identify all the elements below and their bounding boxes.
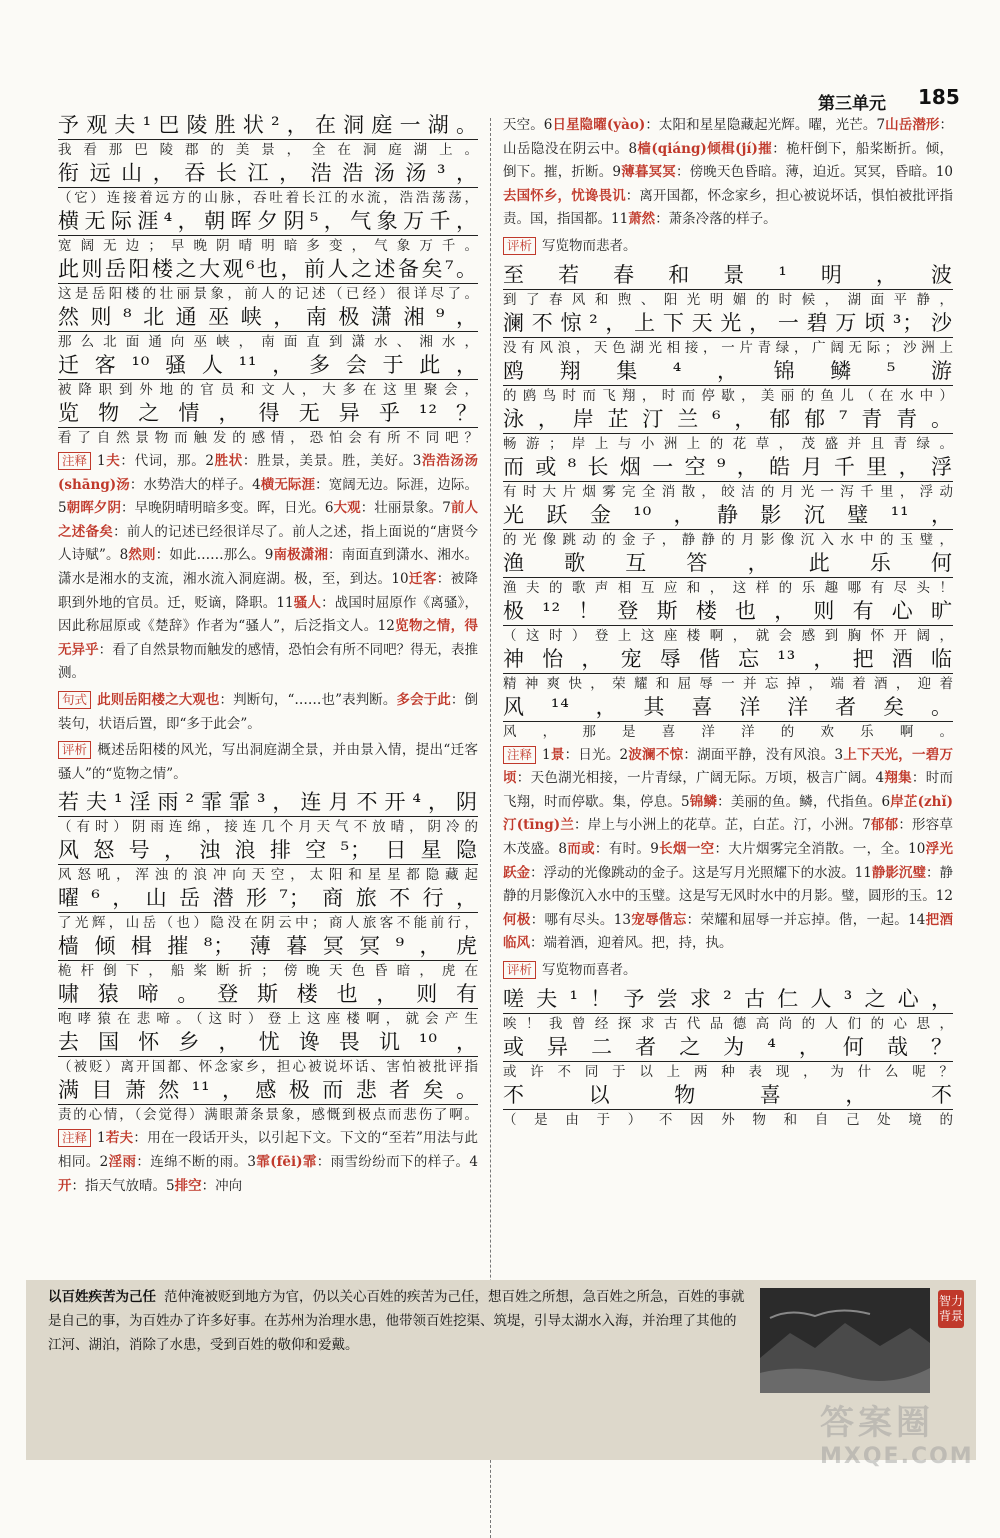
classical-text-line: 渔歌互答，此乐何 xyxy=(503,550,953,578)
translation-line: 到了春风和煦、阳光明媚的时候，湖面平静， xyxy=(503,291,953,308)
annotation-text: ：离开国都，怀念家乡，担心被说坏话，惧怕被批评指责。国，指国都。11 xyxy=(503,187,953,228)
info-text xyxy=(48,1285,748,1357)
translation-line: 唉！我曾经探求古代品德高尚的人们的心思， xyxy=(503,1015,953,1032)
annotation-text: ：倒装句，状语后置，即“多于此会”。 xyxy=(58,691,479,732)
translation-line: 了光辉，山岳（也）隐没在阴云中；商人旅客不能前行， xyxy=(58,915,478,932)
classical-text-line: 而或⁸长烟一空⁹，皓月千里，浮 xyxy=(503,454,953,482)
annotation-tag: 评析 xyxy=(503,961,536,979)
annotation-text: ：大片烟雾完全消散。一，全。10 xyxy=(714,840,926,857)
translation-line: 渔夫的歌声相互应和，这样的乐趣哪有尽头！ xyxy=(503,579,953,596)
annotation-text: ：山岳隐没在阴云中。8 xyxy=(503,117,954,157)
annotation-text: ：天色湖光相接，一片青绿，广阔无际。万顷，极言广阔。4 xyxy=(516,770,885,787)
annotation-block xyxy=(503,959,953,983)
annotation-text: ：胜景，美景。胜，美好。3 xyxy=(242,453,422,469)
classical-text-line: 满目萧然¹¹，感极而悲者矣。 xyxy=(58,1077,478,1105)
translation-line: 有时大片烟雾完全消散，皎洁的月光一泻千里，浮动 xyxy=(503,483,953,500)
classical-text-line: 鸥翔集⁴，锦鳞⁵游 xyxy=(503,358,953,386)
annotation-term: 薄暮冥冥 xyxy=(621,164,676,181)
annotation-term: 胜状 xyxy=(213,453,243,469)
annotation-text: ：荣耀和屈辱一并忘掉。偕，一起。14 xyxy=(686,911,926,928)
translation-line: 咆哮猿在悲啼。（这时）登上这座楼啊，就会产生 xyxy=(58,1011,478,1028)
annotation-term: 排空 xyxy=(174,1177,202,1194)
classical-text-line: 嗟夫¹！予尝求²古仁人³之心， xyxy=(503,986,953,1014)
annotation-text: ：代词，那。2 xyxy=(120,453,214,469)
annotation-term: 日星隐曜(yào) xyxy=(552,117,646,133)
unit-label: 第三单元 xyxy=(818,94,886,114)
annotation-term: 去国怀乡，忧谗畏讥 xyxy=(503,187,626,204)
annotation-text: ：形容草木茂盛。8 xyxy=(503,817,953,857)
annotation-term: 多会于此 xyxy=(396,691,451,708)
annotation-block xyxy=(58,450,478,686)
classical-text-line: 樯倾楫摧⁸；薄暮冥冥⁹，虎 xyxy=(58,933,478,961)
annotation-block xyxy=(503,235,953,259)
annotation-term: 若夫 xyxy=(105,1130,134,1147)
translation-line: （这时）登上这座楼啊，就会感到胸怀开阔， xyxy=(503,627,953,644)
annotation-text: ：湖面平静，没有风浪。3 xyxy=(683,746,844,763)
info-badge: 智力背景 xyxy=(938,1290,964,1328)
translation-line: 宽阔无边；早晚阴晴明暗多变，气象万千。 xyxy=(58,238,478,254)
annotation-term: 翔集 xyxy=(884,770,912,787)
classical-text-line: 然则⁸北通巫峡，南极潇湘⁹， xyxy=(58,304,478,332)
annotation-text: ：水势浩大的样子。4 xyxy=(129,476,261,493)
annotation-text: ：战国时屈原作《离骚》，因此称屈原或《楚辞》作者为“骚人”，后泛指文人。12 xyxy=(58,594,479,635)
info-body: 范仲淹被贬到地方为官，仍以关心百姓的疾苦为己任，想百姓之所想，急百姓之所急，百姓的事就是自己的事，为百姓办了许多好事。在苏州为治理水患，他带领百姓挖渠、筑堤，引导太湖水入海，并治理了其他的江河、湖泊，消除了水患，受到百姓的敬仰和爱戴。 xyxy=(48,1289,745,1353)
classical-text-line: 去国怀乡，忧谗畏讥¹⁰， xyxy=(58,1029,478,1057)
annotation-term: 横无际涯 xyxy=(260,476,316,493)
annotation-term: 景 xyxy=(550,746,565,763)
annotation-text: ：指天气放晴。5 xyxy=(71,1177,175,1194)
annotation-text: ：看了自然景物而触发的感情，恐怕会有所不同吧？得无，表推测。 xyxy=(58,641,479,682)
annotation-block xyxy=(503,114,953,232)
classical-text-line: 风¹⁴，其喜洋洋者矣。 xyxy=(503,694,953,722)
translation-line: 看了自然景物而触发的感情，恐怕会有所不同吧？ xyxy=(58,430,478,446)
translation-line: （有时）阴雨连绵，接连几个月天气不放晴，阴冷的 xyxy=(58,819,478,836)
annotation-text: ：太阳和星星隐藏起光辉。曜，光芒。7 xyxy=(645,117,886,133)
annotation-text: ：雨雪纷纷而下的样子。4 xyxy=(316,1153,479,1170)
classical-text-line: 曜⁶，山岳潜形⁷；商旅不行， xyxy=(58,885,478,913)
annotation-text: ：连绵不断的雨。3 xyxy=(136,1153,256,1170)
annotation-tag: 评析 xyxy=(58,741,91,759)
annotation-term: 何极 xyxy=(503,911,531,928)
landscape-photo-art xyxy=(760,1288,930,1393)
page-number: 185 xyxy=(918,85,960,109)
annotation-term: 骚人 xyxy=(293,594,322,611)
right-column xyxy=(503,112,953,1130)
annotation-text: ：壮丽景象。7 xyxy=(360,500,451,517)
translation-line: 桅杆倒下，船桨断折；傍晚天色昏暗，虎在 xyxy=(58,963,478,980)
annotation-text: ：美丽的鱼。鳞，代指鱼。6 xyxy=(717,793,891,810)
classical-text-line: 泳，岸芷汀兰⁶，郁郁⁷青青。 xyxy=(503,406,953,434)
annotation-text: 1 xyxy=(542,746,551,763)
annotation-text: ：冲向 xyxy=(201,1177,243,1194)
classical-text-line: 览物之情，得无异乎¹²？ xyxy=(58,400,478,428)
translation-line: 那么北面通向巫峡，南面直到潇水、湘水， xyxy=(58,334,478,350)
annotation-term: 郁郁 xyxy=(870,817,899,834)
classical-text-line: 不以物喜，不 xyxy=(503,1082,953,1110)
annotation-text: 写览物而喜者。 xyxy=(542,961,637,978)
annotation-term: 夫 xyxy=(105,453,121,469)
annotation-text: ：浮动的光像跳动的金子。这是写月光照耀下的水波。11 xyxy=(530,864,872,881)
classical-text-line: 啸猿啼。登斯楼也，则有 xyxy=(58,981,478,1009)
translation-line: 责的心情，（会觉得）满眼萧条景象，感慨到极点而悲伤了啊。 xyxy=(58,1107,478,1124)
landscape-photo xyxy=(760,1288,930,1393)
annotation-text: ：前人的记述已经很详尽了。前人之述，指上面说的“唐贤今人诗赋”。8 xyxy=(58,523,479,564)
annotation-text: ：岸上与小洲上的花草。芷，白芷。汀，小洲。7 xyxy=(574,817,871,834)
annotation-term: 朝晖夕阴 xyxy=(66,500,122,517)
annotation-block xyxy=(58,689,478,736)
classical-text-line: 风怒号，浊浪排空⁵；日星隐 xyxy=(58,837,478,865)
annotation-term: 锦鳞 xyxy=(689,793,718,810)
annotation-term: 此则岳阳楼之大观也 xyxy=(97,691,220,708)
annotation-term: 宠辱偕忘 xyxy=(630,911,687,928)
translation-line: 这是岳阳楼的壮丽景象，前人的记述（已经）很详尽了。 xyxy=(58,286,478,302)
annotation-term: 波澜不惊 xyxy=(628,746,684,763)
translation-line: 被降职到外地的官员和文人，大多在这里聚会， xyxy=(58,382,478,398)
annotation-term: 把酒临风 xyxy=(503,911,954,952)
annotation-term: 大观 xyxy=(333,500,361,517)
classical-text-line: 澜不惊²，上下天光，一碧万顷³；沙 xyxy=(503,310,953,338)
annotation-term: 静影沉璧 xyxy=(871,864,926,881)
translation-line: 的鸥鸟时而飞翔，时而停歇，美丽的鱼儿（在水中） xyxy=(503,387,953,404)
annotation-tag: 注释 xyxy=(58,452,91,470)
annotation-term: 然则 xyxy=(128,547,156,564)
annotation-text: 天空。6 xyxy=(503,117,553,133)
annotation-term: 上下天光，一碧万顷 xyxy=(503,746,954,787)
classical-text-line: 予观夫¹巴陵胜状²，在洞庭一湖。 xyxy=(58,112,478,140)
annotation-text: ：时而飞翔，时而停歇。集，停息。5 xyxy=(503,770,954,810)
annotation-term: 霏(fēi)霏 xyxy=(255,1153,317,1170)
classical-text-line: 极¹²！登斯楼也，则有心旷 xyxy=(503,598,953,626)
annotation-text: ：早晚阴晴明暗多变。晖，日光。6 xyxy=(121,500,334,517)
translation-line: 或许不同于以上两种表现，为什么呢？ xyxy=(503,1063,953,1080)
annotation-term: 览物之情，得无异乎 xyxy=(58,618,478,658)
annotation-term: 淫雨 xyxy=(108,1153,137,1170)
translation-line: 风怒吼，浑浊的浪冲向天空，太阳和星星都隐藏起 xyxy=(58,867,478,884)
annotation-text: ：南面直到潇水、湘水。潇水是湘水的支流，湘水流入洞庭湖。极，至，到达。10 xyxy=(58,547,479,587)
annotation-tag: 注释 xyxy=(503,746,536,764)
translation-line: 风，那是喜洋洋的欢乐啊。 xyxy=(503,723,953,740)
annotation-term: 樯(qiáng)倾楫(jí)摧 xyxy=(637,140,773,157)
annotation-text: 1 xyxy=(97,1130,106,1147)
annotation-term: 前人之述备矣 xyxy=(58,500,479,540)
annotation-block xyxy=(58,1127,478,1198)
annotation-text: ：哪有尽头。13 xyxy=(530,911,631,928)
page-header xyxy=(790,85,975,115)
translation-line: 的光像跳动的金子，静静的月影像沉入水中的玉璧， xyxy=(503,531,953,548)
classical-text-line: 或异二者之为⁴，何哉？ xyxy=(503,1034,953,1062)
translation-line: 没有风浪，天色湖光相接，一片青绿，广阔无际；沙洲上 xyxy=(503,339,953,356)
annotation-term: 而或 xyxy=(566,840,595,857)
left-column xyxy=(58,112,478,1201)
classical-text-line: 横无际涯⁴，朝晖夕阴⁵，气象万千， xyxy=(58,208,478,236)
watermark xyxy=(820,1395,990,1469)
classical-text-line: 至若春和景¹明，波 xyxy=(503,262,953,290)
annotation-text: ：如此……那么。9 xyxy=(155,547,274,564)
annotation-text: ：萧条冷落的样子。 xyxy=(655,211,777,228)
annotation-text: 1 xyxy=(97,453,106,469)
classical-text-line: 神怡，宠辱偕忘¹³，把酒临 xyxy=(503,646,953,674)
translation-line: 畅游；岸上与小洲上的花草，茂盛并且青绿。 xyxy=(503,435,953,452)
annotation-text: ：宽阔无边。际涯，边际。5 xyxy=(58,476,479,517)
annotation-text: ：傍晚天色昏暗。薄，迫近。冥冥，昏暗。10 xyxy=(675,164,954,181)
translation-line: （被贬）离开国都、怀念家乡，担心被说坏话、害怕被批评指 xyxy=(58,1059,478,1076)
translation-line: 我看那巴陵郡的美景，全在洞庭湖上。 xyxy=(58,142,478,158)
translation-line: 精神爽快，荣耀和屈辱一并忘掉，端着酒，迎着 xyxy=(503,675,953,692)
annotation-tag: 句式 xyxy=(58,691,91,709)
classical-text-line: 光跃金¹⁰，静影沉璧¹¹， xyxy=(503,502,953,530)
annotation-term: 岸芷(zhǐ)汀(tīng)兰 xyxy=(503,793,954,834)
annotation-text: 概述岳阳楼的风光，写出洞庭湖全景，并由景入情，提出“迁客骚人”的“览物之情”。 xyxy=(58,742,478,782)
annotation-text: ：被降职到外地的官员。迁，贬谪，降职。11 xyxy=(58,570,478,611)
annotation-block xyxy=(58,739,478,786)
annotation-tag: 注释 xyxy=(58,1129,91,1147)
classical-text-line: 此则岳阳楼之大观⁶也，前人之述备矣⁷。 xyxy=(58,256,478,284)
annotation-term: 开 xyxy=(58,1177,72,1194)
annotation-term: 南极潇湘 xyxy=(273,547,329,564)
watermark-logo-text: 答案圈 xyxy=(820,1403,934,1443)
annotation-text: ：静静的月影像沉入水中的玉璧。这是写无风时水中的月影。璧，圆形的玉。12 xyxy=(503,864,954,905)
annotation-text: ：端着酒，迎着风。把，持，执。 xyxy=(530,935,733,952)
annotation-block xyxy=(503,744,953,956)
watermark-url: MXQE.COM xyxy=(820,1444,974,1469)
annotation-text: ：桅杆倒下，船桨断折。倾，倒下。摧，折断。9 xyxy=(503,140,954,181)
annotation-text: 写览物而悲者。 xyxy=(542,237,637,254)
annotation-text: ：判断句，“……也”表判断。 xyxy=(219,691,397,708)
annotation-text: ：日光。2 xyxy=(564,746,629,763)
annotation-tag: 评析 xyxy=(503,237,536,255)
translation-line: （它）连接着远方的山脉，吞吐着长江的水流，浩浩荡荡， xyxy=(58,190,478,206)
annotation-term: 萧然 xyxy=(628,211,656,228)
annotation-term: 浮光跃金 xyxy=(503,840,954,881)
classical-text-line: 迁客¹⁰骚人¹¹，多会于此， xyxy=(58,352,478,380)
annotation-term: 山岳潜形 xyxy=(885,117,940,133)
annotation-term: 迁客 xyxy=(408,570,437,587)
annotation-term: 浩浩汤汤(shāng)汤 xyxy=(58,453,479,493)
annotation-text: ：有时。9 xyxy=(594,840,659,857)
translation-line: （是由于）不因外物和自己处境的 xyxy=(503,1111,953,1128)
classical-text-line: 若夫¹淫雨²霏霏³，连月不开⁴，阴 xyxy=(58,789,478,817)
info-title: 以百姓疾苦为己任 xyxy=(48,1289,156,1305)
annotation-term: 长烟一空 xyxy=(658,840,715,857)
annotation-text: ：用在一段话开头，以引起下文。下文的“至若”用法与此相同。2 xyxy=(58,1130,478,1170)
classical-text-line: 衔远山，吞长江，浩浩汤汤³， xyxy=(58,160,478,188)
